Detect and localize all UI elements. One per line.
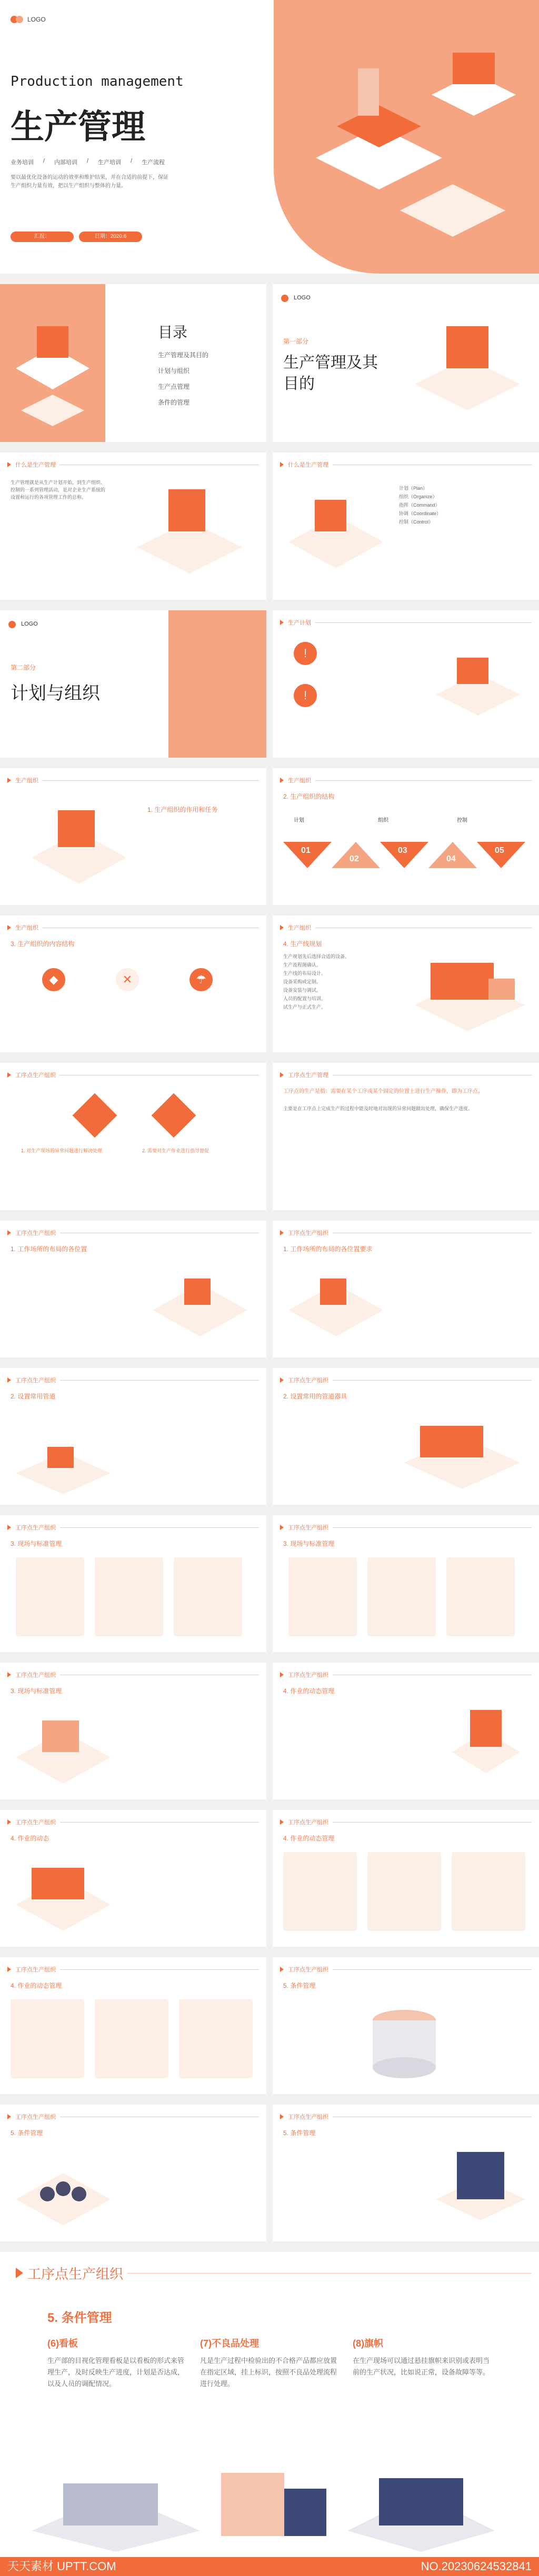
site5-illustration <box>11 1436 116 1500</box>
site-box: 1. 对生产现场的异常问题进行解决处理 <box>21 1148 103 1153</box>
toc-title: 目录 <box>158 324 188 340</box>
header-text: 工序点生产组织 <box>288 1819 328 1826</box>
num-label: 05 <box>495 846 504 855</box>
info-card <box>179 1999 253 2078</box>
toc-item[interactable]: 条件的管理 <box>158 399 190 406</box>
header-arrow-icon <box>280 1072 284 1078</box>
cn-title: 生产管理 <box>11 108 145 146</box>
header-text: 工序点生产组织 <box>288 1672 328 1678</box>
tag-sep: / <box>43 158 45 164</box>
part2-slide <box>0 610 266 758</box>
list-item: 生产流程图确认。 <box>283 962 322 968</box>
slide-subtitle: 1. 生产组织的作用和任务 <box>147 806 218 813</box>
info-card <box>367 1557 436 1636</box>
toc-slide <box>0 284 266 442</box>
header-line <box>315 780 532 781</box>
slide-header <box>7 1817 259 1827</box>
tag: 业务培训 <box>11 159 34 166</box>
tag-sep: / <box>87 158 89 164</box>
info-card <box>283 1852 357 1931</box>
site1-slide <box>0 1063 266 1210</box>
header-arrow-icon <box>7 778 11 783</box>
what-illustration <box>121 474 258 589</box>
logo-icon <box>8 621 16 628</box>
slide-header <box>280 618 532 627</box>
number-row <box>283 842 525 868</box>
num-label: 01 <box>301 846 311 855</box>
header-arrow-icon <box>7 925 11 930</box>
slide-header <box>280 1228 532 1237</box>
site15-slide <box>0 2105 266 2241</box>
org1-illustration <box>26 800 132 894</box>
header-line <box>43 780 259 781</box>
site3-illustration <box>147 1263 253 1347</box>
site2-text: 主要是在工序点上完成生产的过程中能及时地对出现的异常问题做出处理，确保生产进度。 <box>283 1106 473 1111</box>
site10-slide <box>273 1663 539 1799</box>
header-line <box>315 622 532 623</box>
info-card <box>452 1852 525 1931</box>
toc-item[interactable]: 生产管理及其目的 <box>158 351 209 359</box>
header-line <box>60 1822 259 1823</box>
slide-subtitle: 2. 设置常用管道 <box>11 1393 56 1400</box>
slide-subtitle: 4. 作业的动态管理 <box>283 1687 335 1695</box>
header-text: 工序点生产组织 <box>15 1230 56 1236</box>
list-item: 控制（Control） <box>399 519 434 525</box>
header-text: 工序点生产组织 <box>288 1525 328 1531</box>
factory-illustration <box>295 21 526 253</box>
slide-subtitle: 1. 工作场所的布局的各位置要求 <box>283 1245 373 1253</box>
slide-header <box>280 1523 532 1532</box>
plan-slide <box>273 610 539 758</box>
slide-subtitle: 4. 作业的动态 <box>11 1835 49 1842</box>
list-item: 指挥（Command） <box>399 502 440 508</box>
header-arrow-icon <box>280 620 284 625</box>
what2-illustration <box>283 479 388 584</box>
num-label: 04 <box>446 854 456 863</box>
header-text: 工序点生产组织 <box>15 1525 56 1531</box>
list-item: 试生产与正式生产。 <box>283 1004 326 1010</box>
slide-header <box>7 1375 259 1385</box>
logo-text: LOGO <box>21 621 38 627</box>
site13-slide <box>0 1957 266 2094</box>
list-item: 计划（Plan） <box>399 486 428 491</box>
gear-icon: ✕ <box>116 968 139 991</box>
info-card <box>11 1999 84 2078</box>
site12-slide <box>273 1810 539 1947</box>
header-text: 工序点生产组织 <box>288 1377 328 1384</box>
final-col <box>200 2336 337 2390</box>
num-label: 02 <box>350 854 359 863</box>
site14-slide <box>273 1957 539 2094</box>
header-arrow-icon <box>280 1967 284 1972</box>
info-card <box>367 1852 441 1931</box>
tag-row <box>11 158 165 166</box>
slide-header <box>280 1965 532 1974</box>
slide-subtitle: 4. 作业的动态管理 <box>283 1835 335 1842</box>
list-item: 协调（Coordinate） <box>399 511 442 516</box>
site3-slide <box>0 1221 266 1357</box>
col-text: 生产部的目视化管理看板是以看板的形式来管理生产，及时反映生产进度，计划是否达成，以及人员的调配情况。 <box>47 2357 185 2388</box>
org4-slide <box>273 915 539 1052</box>
part-title: 生产管理及其目的 <box>283 354 378 393</box>
org2-slide <box>273 768 539 905</box>
site6-slide <box>273 1368 539 1505</box>
reporter-pill: 汇报： <box>11 232 74 242</box>
final-col <box>353 2336 490 2378</box>
header-arrow-icon <box>7 462 11 467</box>
col-text: 凡是生产过程中检验出的不合格产品都应放置在指定区域，挂上标识，按照不良品处理流程进行处理。 <box>200 2357 337 2388</box>
header-arrow-icon <box>280 1525 284 1530</box>
slide-subtitle: 5. 条件管理 <box>47 2311 112 2325</box>
umbrella-icon: ☂ <box>189 968 213 991</box>
header-arrow-icon <box>280 925 284 930</box>
slide-subtitle: 3. 现场与标准管理 <box>283 1540 335 1547</box>
header-arrow-icon <box>7 1072 11 1078</box>
watermark-right: NO.20230624532841 <box>421 2560 532 2573</box>
list-item: 设备安装与调试。 <box>283 988 322 993</box>
slide-header <box>280 923 532 932</box>
logo-icon-2 <box>16 16 23 23</box>
org1-slide <box>0 768 266 905</box>
part2-shape <box>168 610 266 758</box>
toc-list <box>158 347 208 410</box>
slide-subtitle: 工序点的生产是指：需要在某个工序或某个固定的位置上进行生产操作，即为工序点。 <box>283 1089 483 1094</box>
site4-illustration <box>283 1263 388 1347</box>
slide-header <box>280 1817 532 1827</box>
header-text: 工序点生产组织 <box>15 2114 56 2120</box>
site4-slide <box>273 1221 539 1357</box>
en-title: Production management <box>11 74 184 89</box>
what2-slide <box>273 452 539 600</box>
site7-slide <box>0 1515 266 1652</box>
header-text: 工序点生产组织 <box>27 2266 124 2282</box>
col-title: (6)看板 <box>47 2338 78 2349</box>
site9-illustration <box>11 1710 116 1789</box>
header-arrow-icon <box>280 462 284 467</box>
slide-header <box>280 1375 532 1385</box>
slide-subtitle: 4. 生产线规划 <box>283 940 322 948</box>
tag: 生产培训 <box>98 159 122 166</box>
header-text: 生产组织 <box>288 778 311 784</box>
list-item: 生产线的布局设计。 <box>283 971 326 976</box>
logo-icon <box>281 295 288 302</box>
header-text: 工序点生产组织 <box>288 1967 328 1973</box>
slide-header <box>280 776 532 785</box>
date-pill: 日期：2020.6 <box>79 232 142 242</box>
header-text: 什么是生产管理 <box>15 462 56 468</box>
header-text: 生产组织 <box>15 778 38 784</box>
final-slide <box>0 2252 539 2557</box>
slide-header <box>7 1670 259 1679</box>
slide-header <box>16 2262 532 2283</box>
info-card <box>288 1557 357 1636</box>
header-arrow-icon <box>280 778 284 783</box>
header-text: 生产组织 <box>288 925 311 931</box>
toc-item[interactable]: 生产点管理 <box>158 383 190 390</box>
slide-subtitle: 5. 条件管理 <box>11 2129 43 2137</box>
watermark-left: 天天素材 UPTT.COM <box>7 2560 116 2573</box>
toc-illustration <box>11 305 95 431</box>
part-title: 计划与组织 <box>11 683 100 703</box>
org3-slide <box>0 915 266 1052</box>
what-text: 生产管理就是从生产计划开始，到生产组织、控制的一系列管理活动，是对企业生产系统的设置和运行的各项管理工作的总称。 <box>11 480 106 500</box>
header-text: 工序点生产组织 <box>15 1072 56 1079</box>
site8-slide <box>273 1515 539 1652</box>
tag: 生产流程 <box>142 159 165 166</box>
slide-header <box>7 2112 259 2121</box>
tanks-illustration <box>11 2152 116 2231</box>
header-text: 工序点生产组织 <box>15 1377 56 1384</box>
header-line <box>60 1527 259 1528</box>
site9-slide <box>0 1663 266 1799</box>
list-item: 组织（Organize） <box>399 494 437 499</box>
shield-icon: ◆ <box>42 968 65 991</box>
site-box: 2. 需要对生产作业进行指导督促 <box>142 1148 209 1153</box>
org-label: 组织 <box>378 818 388 823</box>
slide-subtitle: 3. 现场与标准管理 <box>11 1687 62 1695</box>
header-text: 工序点生产组织 <box>15 1672 56 1678</box>
info-card <box>174 1557 242 1636</box>
header-arrow-icon <box>7 1377 11 1383</box>
list-item: 生产规划先后选择合适的设备。 <box>283 954 350 959</box>
header-arrow-icon <box>280 1230 284 1235</box>
slide-subtitle: 5. 条件管理 <box>283 1982 316 1989</box>
header-text: 什么是生产管理 <box>288 462 328 468</box>
header-line <box>333 1380 532 1381</box>
header-line <box>60 1380 259 1381</box>
slide-header <box>280 460 532 469</box>
slide-header <box>280 2112 532 2121</box>
header-arrow-icon <box>280 1672 284 1677</box>
header-line <box>333 1822 532 1823</box>
part1-illustration <box>404 305 531 431</box>
header-text: 工序点生产组织 <box>15 1819 56 1826</box>
truck-illustration <box>11 1852 116 1936</box>
slide-header <box>7 1228 259 1237</box>
slide-subtitle: 2. 生产组织的结构 <box>283 793 335 800</box>
clipboard-icon <box>152 1093 196 1138</box>
what2-list <box>399 484 441 526</box>
slide-header <box>7 1070 259 1080</box>
slide-subtitle: 3. 生产组织的内容结构 <box>11 940 75 948</box>
header-line <box>333 1527 532 1528</box>
header-line <box>333 1969 532 1970</box>
factory-row-illustration <box>32 2452 505 2552</box>
warning-icon: ! <box>294 684 317 707</box>
info-card <box>446 1557 515 1636</box>
slide-header <box>7 1523 259 1532</box>
slide-header <box>7 923 259 932</box>
site11-slide <box>0 1810 266 1947</box>
info-card <box>95 1557 163 1636</box>
slide-subtitle: 2. 设置常用的管道器具 <box>283 1393 347 1400</box>
part-label: 第一部分 <box>283 338 309 345</box>
col-title: (8)旗帜 <box>353 2338 383 2349</box>
logo-text: LOGO <box>27 16 46 23</box>
slide-header <box>7 776 259 785</box>
header-text: 工序点生产组织 <box>15 1967 56 1973</box>
slide-subtitle: 4. 作业的动态管理 <box>11 1982 62 1989</box>
org-label: 计划 <box>294 818 304 823</box>
header-arrow-icon <box>280 1377 284 1383</box>
list-item: 人员的配置与培训。 <box>283 996 326 1001</box>
header-arrow-icon <box>7 1525 11 1530</box>
col-text: 在生产现场可以通过悬挂旗帜来识别或表明当前的生产状况，比如说正常，设备故障等等。 <box>353 2357 490 2376</box>
slide-subtitle: 1. 工作场所的布局的各位置 <box>11 1245 87 1253</box>
site5-slide <box>0 1368 266 1505</box>
site16-slide <box>273 2105 539 2241</box>
final-col <box>47 2336 184 2390</box>
list-icon <box>73 1093 117 1138</box>
part-label: 第二部分 <box>11 664 36 671</box>
info-card <box>16 1557 84 1636</box>
num-label: 03 <box>398 846 407 855</box>
toc-item[interactable]: 计划与组织 <box>158 367 190 375</box>
header-arrow-icon <box>280 2114 284 2119</box>
part1-slide <box>273 284 539 442</box>
info-card <box>95 1999 168 2078</box>
tag: 内部培训 <box>54 159 78 166</box>
site2-slide <box>273 1063 539 1210</box>
header-arrow-icon <box>280 1819 284 1825</box>
tag-sep: / <box>131 158 133 164</box>
site10-illustration <box>446 1699 525 1789</box>
header-text: 工序点生产组织 <box>288 2114 328 2120</box>
cover-desc: 要以最优化设备的运动的效率和维护结果，并在合适的前提下，保证生产组织力量有效，把以生产组织与整体的力量。 <box>11 175 168 189</box>
header-arrow-icon <box>7 1230 11 1235</box>
slide-header <box>7 1965 259 1974</box>
slide-subtitle: 3. 现场与标准管理 <box>11 1540 62 1547</box>
header-arrow-icon <box>7 1967 11 1972</box>
slide-header <box>7 460 259 469</box>
watermark-bar <box>0 2557 539 2576</box>
header-text: 生产计划 <box>288 620 311 626</box>
plan-illustration <box>431 642 525 737</box>
slide-subtitle: 5. 条件管理 <box>283 2129 316 2137</box>
header-text: 工序点生产组织 <box>288 1230 328 1236</box>
slide-header <box>280 1070 532 1080</box>
list-item: 设备采购或定制。 <box>283 979 322 984</box>
building-illustration <box>431 2136 531 2236</box>
what-slide <box>0 452 266 600</box>
org4-list <box>283 952 350 1011</box>
slide-header <box>280 1670 532 1679</box>
header-text: 生产组织 <box>15 925 38 931</box>
warning-icon: ! <box>294 642 317 665</box>
tank-illustration <box>357 1999 452 2089</box>
header-arrow-icon <box>7 1819 11 1825</box>
header-arrow-icon <box>7 1672 11 1677</box>
org-label: 控制 <box>457 818 467 823</box>
logo-text: LOGO <box>294 295 311 301</box>
header-arrow-icon <box>16 2268 23 2278</box>
truck-illustration <box>410 942 531 1047</box>
col-title: (7)不良品处理 <box>200 2338 259 2349</box>
cover-slide <box>0 0 539 274</box>
truck-illustration <box>399 1405 525 1500</box>
header-line <box>60 1969 259 1970</box>
header-text: 工序点生产管理 <box>288 1072 328 1079</box>
header-arrow-icon <box>7 2114 11 2119</box>
